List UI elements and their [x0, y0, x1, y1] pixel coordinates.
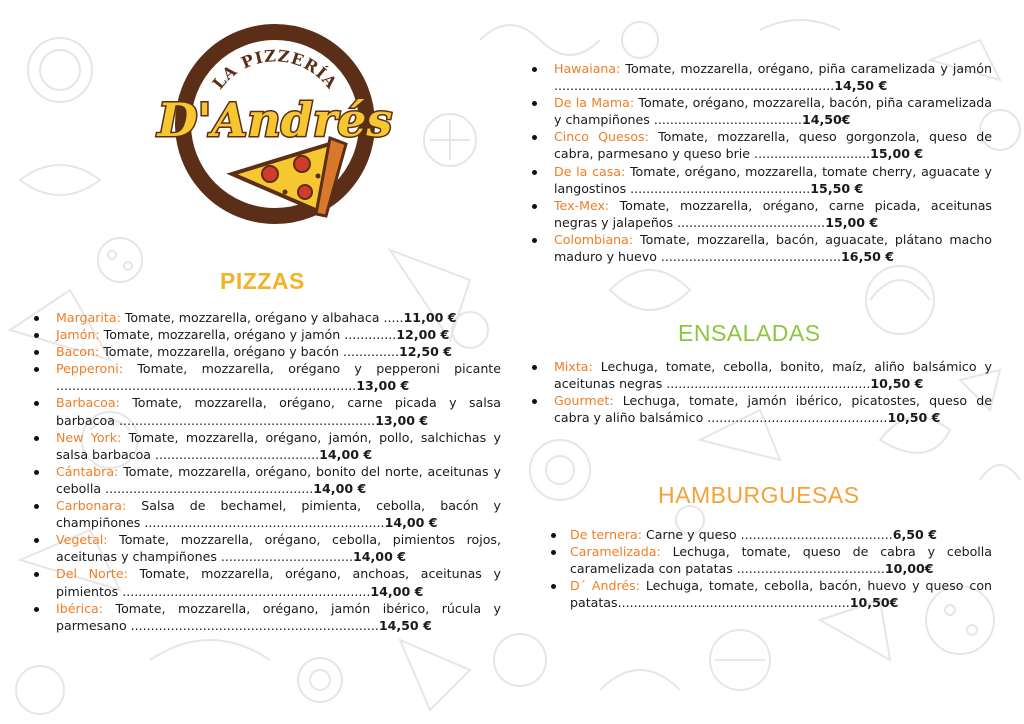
menu-item-description: Lechuga, tomate, queso de cabra y cebolla caramelizada con patatas .....................................: [570, 544, 992, 577]
logo-arc-text: LA PIZZERÍA: [208, 46, 342, 93]
ensaladas-title: ENSALADAS: [678, 320, 821, 346]
menu-item-name: Hawaiana:: [554, 61, 621, 76]
menu-item: [30, 394, 501, 428]
menu-item: [30, 565, 501, 599]
menu-item-description: Tomate, mozzarella, orégano, piña caramelizada y jamón ......................................................................: [554, 61, 992, 94]
menu-item-price: 10,50 €: [887, 410, 941, 426]
menu-item: [30, 429, 501, 463]
menu-item-price: 16,50 €: [841, 249, 895, 265]
menu-item: [528, 60, 992, 94]
menu-item: [30, 343, 501, 360]
menu-item-description: Tomate, mozzarella, bacón, aguacate, plátano macho maduro y huevo .............................................: [554, 231, 992, 265]
menu-item-description: Lechuga, tomate, jamón ibérico, picatostes, queso de cabra y aliño balsámico .............................................: [554, 393, 992, 426]
menu-item: [528, 197, 992, 231]
menu-item-name: Vegetal:: [56, 532, 108, 548]
menu-item-price: 14,00 €: [353, 549, 406, 565]
menu-item: [528, 163, 992, 197]
menu-item: [30, 463, 501, 497]
menu-item-name: Caramelizada:: [570, 544, 661, 560]
menu-item-name: De ternera:: [570, 527, 642, 542]
menu-item-price: 13,00 €: [356, 378, 410, 394]
menu-item-name: New York:: [56, 429, 122, 445]
menu-item-description: Tomate, orégano, mozzarella, tomate cherry, aguacate y langostinos .............................................: [554, 163, 992, 196]
menu-item-price: 14,50 €: [834, 78, 888, 94]
menu-item-description: Tomate, mozzarella, orégano, jamón ibérico, rúcula y parmesano ..............................................................: [56, 600, 501, 633]
menu-item-description: Carne y queso ......................................: [641, 527, 893, 542]
menu-item-description: Tomate, mozzarella, orégano, cebolla, pimientos rojos, aceitunas y champiñones .................................: [56, 532, 501, 565]
menu-item-description: Tomate, mozzarella, orégano y albahaca .....: [120, 310, 404, 325]
hamburguesas-title: HAMBURGUESAS: [658, 482, 860, 508]
menu-item-description: Tomate, orégano, mozzarella, bacón, piña caramelizada y champiñones .....................................: [554, 95, 993, 128]
menu-item: [528, 128, 992, 162]
menu-item-name: Colombiana:: [554, 231, 634, 247]
menu-item-price: 14,50€: [801, 112, 851, 128]
menu-item-name: Barbacoa:: [56, 395, 120, 411]
menu-item-description: Tomate, mozzarella, orégano, carne picada y salsa barbacoa ................................................................: [56, 395, 501, 428]
menu-item-price: 6,50 €: [892, 527, 937, 542]
menu-item: [547, 577, 992, 611]
menu-item-description: Salsa de bechamel, pimienta, cebolla, bacón y champiñones ............................................................: [56, 498, 501, 531]
menu-item: [30, 309, 501, 326]
menu-item: [30, 531, 501, 565]
menu-item-description: Tomate, mozzarella, orégano y bacón ..............: [99, 344, 400, 360]
menu-item-description: Tomate, mozzarella, orégano y jamón .............: [99, 327, 397, 343]
hamburguesas-list: [547, 526, 992, 611]
menu-item-name: De la Mama:: [554, 95, 635, 111]
menu-item: [547, 543, 992, 577]
menu-item-name: Cántabra:: [56, 463, 119, 479]
menu-item: [30, 497, 501, 531]
menu-item-description: Tomate, mozzarella, orégano y pepperoni picante ...........................................................................: [56, 361, 501, 394]
menu-item-description: Lechuga, tomate, cebolla, bacón, huevo y queso con patatas..........................................................: [570, 578, 993, 611]
menu-item-name: De la casa:: [554, 163, 626, 179]
menu-item: [528, 392, 992, 426]
menu-item-name: Gourmet:: [554, 393, 614, 409]
menu-item-name: Ibérica:: [56, 600, 104, 616]
menu-item-price: 14,00 €: [319, 446, 373, 462]
menu-item: [528, 231, 992, 265]
menu-item: [528, 94, 992, 128]
menu-item: [30, 600, 501, 634]
menu-item-name: Tex-Mex:: [554, 197, 610, 213]
pizzeria-logo: [140, 24, 410, 224]
menu-item-price: 10,00€: [884, 561, 934, 577]
menu-item: [30, 326, 501, 343]
menu-item-price: 14,50 €: [378, 617, 432, 633]
menu-item-name: D´ Andrés:: [570, 578, 640, 594]
logo-name: D'Andrés: [157, 93, 393, 147]
menu-item-name: Cinco Quesos:: [554, 129, 649, 145]
menu-item: [30, 360, 501, 394]
menu-item-price: 14,00 €: [384, 515, 438, 531]
ensaladas-list: [528, 358, 992, 426]
menu-item-price: 10,50 €: [870, 376, 924, 392]
menu-item-name: Margarita:: [56, 310, 121, 325]
menu-item-name: Jamón:: [56, 327, 100, 343]
menu-item-description: Lechuga, tomate, cebolla, bonito, maíz, aliño balsámico y aceitunas negras ...................................................: [554, 359, 992, 392]
menu-item: [547, 526, 992, 543]
menu-item-name: Mixta:: [554, 359, 593, 374]
menu-item-description: Tomate, mozzarella, orégano, bonito del norte, aceitunas y cebolla ....................................................: [56, 463, 501, 496]
menu-item-price: 11,00 €: [403, 310, 457, 325]
menu-item-price: 12,00 €: [396, 327, 450, 343]
special-pizzas-list: [528, 60, 992, 265]
menu-item-price: 14,00 €: [313, 480, 367, 496]
menu-item-price: 10,50€: [849, 595, 899, 611]
menu-item-price: 15,00 €: [870, 146, 924, 162]
menu-item-name: Pepperoni:: [56, 361, 123, 377]
menu-item-name: Bacon:: [56, 344, 100, 360]
menu-item-price: 13,00 €: [375, 412, 429, 428]
menu-item-name: Del Norte:: [56, 566, 128, 582]
menu-item-price: 12,50 €: [399, 344, 453, 360]
pizzas-title: PIZZAS: [220, 268, 305, 294]
menu-item-price: 15,50 €: [810, 180, 864, 196]
menu-item-price: 15,00 €: [825, 214, 879, 230]
menu-item-description: Tomate, mozzarella, orégano, anchoas, aceitunas y pimientos ..............................................................: [56, 566, 501, 599]
menu-item-description: Tomate, mozzarella, orégano, jamón, pollo, salchichas y salsa barbacoa .........................................: [56, 429, 501, 462]
menu-item-description: Tomate, mozzarella, orégano, carne picada, aceitunas negras y jalapeños .....................................: [554, 197, 992, 230]
menu-item-price: 14,00 €: [370, 583, 424, 599]
menu-item-description: Tomate, mozzarella, queso gorgonzola, queso de cabra, parmesano y queso brie .............................: [554, 129, 992, 162]
menu-item: [528, 358, 992, 392]
menu-item-name: Carbonara:: [56, 498, 127, 514]
pizzas-list: [30, 309, 501, 634]
